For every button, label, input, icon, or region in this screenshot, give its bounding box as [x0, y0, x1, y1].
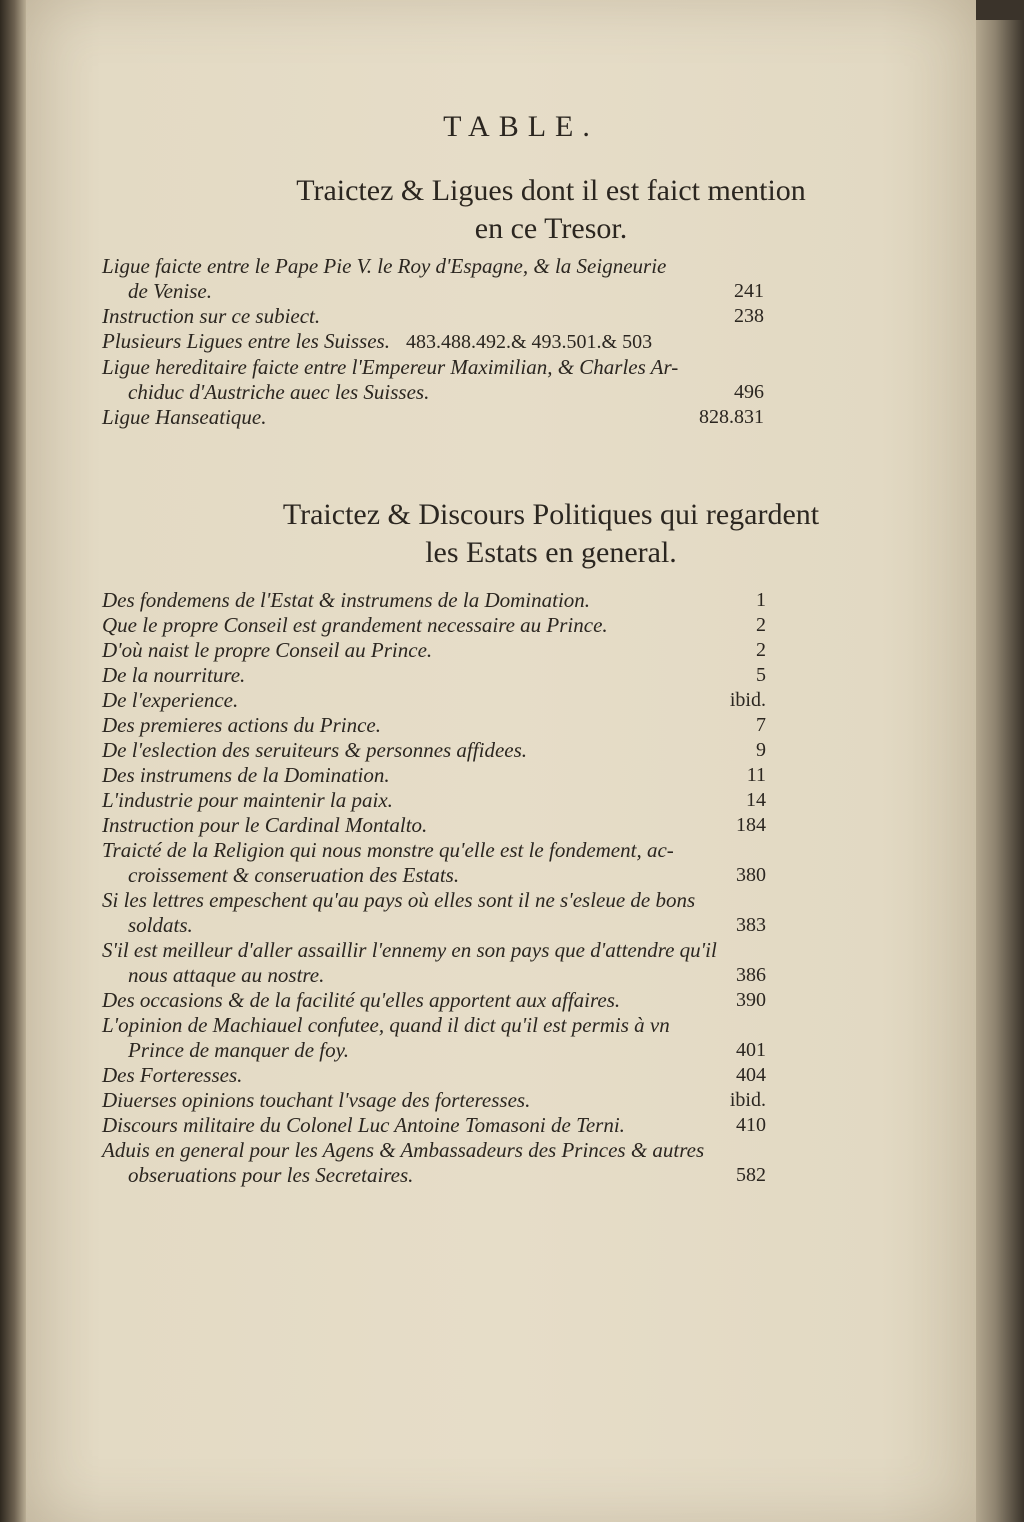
entry-title: Traicté de la Religion qui nous monstre qu'elle est le fondement, ac-: [102, 838, 674, 862]
table-entry: [26, 355, 976, 405]
entry-page-number: 11: [746, 764, 766, 786]
entry-page-number: 828.831: [699, 406, 764, 428]
table-entry: [26, 1113, 976, 1138]
entry-title: Instruction sur ce subiect.: [102, 304, 321, 328]
entry-title: Diuerses opinions touchant l'vsage des forteresses.: [102, 1088, 531, 1112]
table-entry: [26, 813, 976, 838]
entry-list-treaties: [26, 254, 976, 430]
entry-title: S'il est meilleur d'aller assaillir l'ennemy en son pays que d'attendre qu'il: [102, 938, 717, 962]
entry-page-number: 238: [734, 305, 764, 327]
entry-page-number: ibid.: [729, 1089, 766, 1111]
entry-list-discourses: [26, 588, 976, 1188]
table-entry: [26, 1063, 976, 1088]
table-entry: [26, 638, 976, 663]
entry-title: Que le propre Conseil est grandement necessaire au Prince.: [102, 613, 608, 637]
table-entry: [26, 938, 976, 988]
page-edge: [976, 20, 1024, 1522]
table-entry: [26, 688, 976, 713]
page-title: TABLE.: [443, 110, 599, 143]
heading-line: Traictez & Ligues dont il est faict mention: [296, 174, 806, 207]
entry-page-number: 5: [756, 664, 766, 686]
entry-title: De la nourriture.: [102, 663, 246, 687]
entry-page-number: 7: [756, 714, 766, 736]
entry-page-number: ibid.: [729, 689, 766, 711]
entry-page-number: 582: [736, 1164, 766, 1186]
heading-line: les Estats en general.: [425, 536, 677, 569]
table-entry: [26, 1138, 976, 1188]
entry-title: obseruations pour les Secretaires.: [128, 1163, 414, 1187]
entry-page-number: 390: [736, 989, 766, 1011]
entry-title: croissement & conseruation des Estats.: [128, 863, 460, 887]
entry-page-number: 380: [736, 864, 766, 886]
table-entry: [26, 738, 976, 763]
entry-title: Aduis en general pour les Agens & Ambassadeurs des Princes & autres: [102, 1138, 705, 1162]
book-page: [26, 0, 976, 1522]
table-entry: [26, 888, 976, 938]
table-entry: [26, 788, 976, 813]
table-entry: [26, 588, 976, 613]
entry-page-number: 410: [736, 1114, 766, 1136]
table-entry: [26, 1088, 976, 1113]
entry-page-number: 2: [756, 639, 766, 661]
entry-title: nous attaque au nostre.: [128, 963, 325, 987]
entry-title: Des Forteresses.: [102, 1063, 243, 1087]
table-entry: [26, 988, 976, 1013]
table-entry: [26, 663, 976, 688]
entry-page-number: 496: [734, 381, 764, 403]
table-entry: [26, 1013, 976, 1063]
entry-title: chiduc d'Austriche auec les Suisses.: [128, 380, 430, 404]
entry-title: Prince de manquer de foy.: [128, 1038, 350, 1062]
entry-title: Instruction pour le Cardinal Montalto.: [102, 813, 428, 837]
entry-page-number: 9: [756, 739, 766, 761]
entry-title: Discours militaire du Colonel Luc Antoine Tomasoni de Terni.: [102, 1113, 625, 1137]
entry-title: Des premieres actions du Prince.: [102, 713, 381, 737]
entry-title: Ligue Hanseatique.: [102, 405, 267, 429]
entry-page-number: 1: [756, 589, 766, 611]
entry-page-number: 401: [736, 1039, 766, 1061]
entry-title: Ligue faicte entre le Pape Pie V. le Roy d'Espagne, & la Seigneurie: [102, 254, 667, 278]
table-entry: [26, 304, 976, 329]
entry-page-number: 483.488.492.& 493.501.& 503: [405, 331, 653, 353]
heading-line: en ce Tresor.: [474, 212, 628, 245]
table-entry: [26, 329, 976, 355]
entry-title: L'opinion de Machiauel confutee, quand il dict qu'il est permis à vn: [102, 1013, 670, 1037]
entry-title: De l'eslection des seruiteurs & personnes affidees.: [102, 738, 528, 762]
entry-title: Ligue hereditaire faicte entre l'Empereur Maximilian, & Charles Ar-: [102, 355, 679, 379]
entry-page-number: 241: [734, 280, 764, 302]
table-entry: [26, 405, 976, 430]
section-heading-discourses: [26, 496, 976, 572]
table-entry: [26, 613, 976, 638]
section-heading-treaties: [26, 172, 976, 248]
book-spine: [0, 0, 26, 1522]
entry-title: D'où naist le propre Conseil au Prince.: [102, 638, 433, 662]
entry-title: de Venise.: [128, 279, 212, 303]
entry-title: Plusieurs Ligues entre les Suisses.: [102, 329, 390, 353]
entry-title: Des instrumens de la Domination.: [102, 763, 390, 787]
entry-title: soldats.: [128, 913, 193, 937]
table-entry: [26, 763, 976, 788]
entry-title: Des fondemens de l'Estat & instrumens de la Domination.: [102, 588, 591, 612]
entry-page-number: 383: [736, 914, 766, 936]
entry-page-number: 386: [736, 964, 766, 986]
entry-title: Si les lettres empeschent qu'au pays où elles sont il ne s'esleue de bons: [102, 888, 696, 912]
table-entry: [26, 838, 976, 888]
entry-page-number: 184: [736, 814, 766, 836]
table-entry: [26, 713, 976, 738]
entry-page-number: 404: [736, 1064, 766, 1086]
heading-line: Traictez & Discours Politiques qui regardent: [282, 498, 820, 531]
table-entry: [26, 254, 976, 304]
entry-title: L'industrie pour maintenir la paix.: [102, 788, 393, 812]
entry-page-number: 2: [756, 614, 766, 636]
entry-page-number: 14: [746, 789, 766, 811]
entry-title: De l'experience.: [102, 688, 239, 712]
entry-title: Des occasions & de la facilité qu'elles apportent aux affaires.: [102, 988, 621, 1012]
